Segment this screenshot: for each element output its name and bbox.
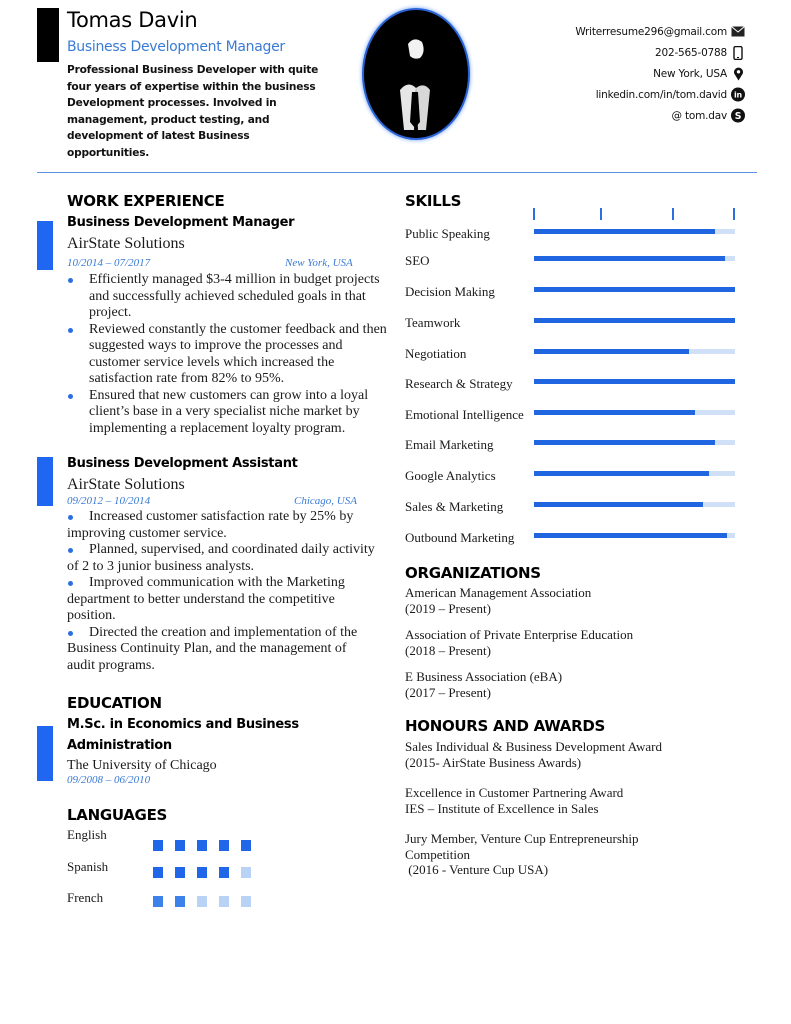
organization-item — [405, 585, 591, 616]
award-item — [405, 785, 623, 816]
degree-line-1: M.Sc. in Economics and Business — [67, 717, 299, 732]
degree-line-2: Administration — [67, 738, 172, 753]
job-title: Business Development Manager — [67, 215, 295, 230]
organization-name: American Management Association — [405, 585, 592, 600]
skill-bar-fill — [534, 379, 735, 384]
svg-text:S: S — [734, 110, 742, 122]
contact-skype[interactable]: @ tom.dav S — [575, 105, 745, 126]
job-bullets — [67, 509, 377, 674]
language-level-english — [153, 840, 251, 851]
award-line-1: Sales Individual & Business Development Award — [405, 739, 662, 754]
level-square — [197, 896, 207, 907]
skill-bar-fill — [534, 440, 715, 445]
organization-period: (2019 – Present) — [405, 600, 491, 616]
skill-bar-fill — [534, 471, 709, 476]
svg-text:in: in — [734, 90, 742, 100]
contact-email[interactable]: Writerresume296@gmail.com — [575, 21, 745, 42]
work-experience-heading: WORK EXPERIENCE — [67, 192, 225, 210]
organization-period: (2017 – Present) — [405, 684, 491, 700]
skill-bar-track — [534, 229, 735, 234]
level-square — [153, 896, 163, 907]
education-heading: EDUCATION — [67, 694, 162, 712]
award-item — [405, 739, 662, 770]
language-level-spanish — [153, 867, 251, 878]
skill-name: Research & Strategy — [405, 376, 513, 391]
organization-name: Association of Private Enterprise Education — [405, 627, 634, 642]
bullet-item: Planned, supervised, and coordinated daily activity of 2 to 3 junior business analysts. — [67, 542, 377, 575]
scale-tick — [600, 208, 602, 220]
language-name: Spanish — [67, 859, 109, 874]
skill-bar-fill — [534, 410, 695, 415]
school-name: The University of Chicago — [67, 758, 217, 773]
header-divider — [37, 172, 757, 173]
skill-bar-track — [534, 533, 735, 538]
language-level-french — [153, 896, 251, 907]
skill-bar-fill — [534, 229, 715, 234]
job-location: New York, USA — [285, 257, 353, 269]
skills-heading: SKILLS — [405, 192, 462, 210]
level-square — [241, 896, 251, 907]
skill-bar-fill — [534, 533, 727, 538]
bullet-item: Ensured that new customers can grow into a loyal client’s base in a very specialist niche market by implementing a replacement loyalty program. — [67, 388, 387, 438]
education-accent-bar — [37, 726, 53, 781]
bullet-item: Reviewed constantly the customer feedback and then suggested ways to improve the processes and customer service levels which increased the satisfaction rate from 82% to 95%. — [67, 322, 387, 388]
skill-name: Email Marketing — [405, 437, 494, 452]
level-square — [197, 840, 207, 851]
organization-item — [405, 669, 562, 700]
skill-bar-track — [534, 440, 735, 445]
job-accent-bar — [37, 457, 53, 506]
award-line-2: (2015- AirState Business Awards) — [405, 754, 582, 770]
language-name: English — [67, 827, 107, 842]
skill-bar-fill — [534, 318, 735, 323]
mobile-phone-icon — [731, 46, 745, 60]
job-dates: 09/2012 – 10/2014 — [67, 495, 151, 507]
job-company: AirState Solutions — [67, 235, 185, 252]
skill-bar-track — [534, 256, 735, 261]
map-pin-icon — [731, 67, 745, 81]
profile-summary: Professional Business Developer with quite four years of expertise within the business Development processes. Involved in management, product testing, and development of latest Business opportunities. — [67, 64, 319, 159]
contact-phone[interactable]: 202-565-0788 — [575, 42, 745, 63]
skill-name: Negotiation — [405, 346, 467, 361]
level-square — [175, 867, 185, 878]
skill-bar-track — [534, 502, 735, 507]
award-line-2: (2016 - Venture Cup USA) — [405, 862, 549, 877]
skill-name: Decision Making — [405, 284, 495, 299]
awards-heading: HONOURS AND AWARDS — [405, 717, 606, 735]
candidate-name: Tomas Davin — [67, 8, 198, 32]
contact-linkedin[interactable]: linkedin.com/in/tom.david in — [575, 84, 745, 105]
skill-bar-track — [534, 349, 735, 354]
bullet-item: Increased customer satisfaction rate by 25% by improving customer service. — [67, 509, 377, 542]
bullet-item: Improved communication with the Marketing department to better understand the competitive position. — [67, 575, 377, 625]
skill-bar-fill — [534, 502, 703, 507]
skill-bar-track — [534, 471, 735, 476]
job-location: Chicago, USA — [294, 495, 357, 507]
skill-bar-fill — [534, 256, 725, 261]
organization-period: (2018 – Present) — [405, 642, 491, 658]
person-silhouette-icon — [364, 10, 468, 138]
job-bullets — [67, 272, 387, 437]
skill-name: Emotional Intelligence — [405, 407, 524, 422]
level-square — [175, 840, 185, 851]
skill-bar-fill — [534, 349, 689, 354]
level-square — [241, 840, 251, 851]
scale-tick — [672, 208, 674, 220]
organization-name: E Business Association (eBA) — [405, 669, 563, 684]
scale-tick — [533, 208, 535, 220]
job-dates: 10/2014 – 07/2017 — [67, 257, 151, 269]
job-accent-bar — [37, 221, 53, 270]
scale-tick — [733, 208, 735, 220]
contact-location: New York, USA — [575, 63, 745, 84]
level-square — [219, 896, 229, 907]
skill-bar-track — [534, 318, 735, 323]
name-accent-bar — [37, 8, 59, 62]
level-square — [175, 896, 185, 907]
skill-name: Sales & Marketing — [405, 499, 504, 514]
level-square — [219, 867, 229, 878]
skill-bar-track — [534, 410, 735, 415]
organization-item — [405, 627, 633, 658]
skill-name: Outbound Marketing — [405, 530, 515, 545]
job-company: AirState Solutions — [67, 476, 185, 493]
skill-name: SEO — [405, 253, 430, 268]
linkedin-icon — [731, 88, 745, 102]
award-line-2: IES – Institute of Excellence in Sales — [405, 800, 599, 816]
level-square — [153, 840, 163, 851]
job-title: Business Development Assistant — [67, 456, 298, 471]
skype-icon — [731, 109, 745, 123]
bullet-item: Directed the creation and implementation of the Business Continuity Plan, and the management of audit programs. — [67, 625, 377, 675]
bullet-item: Efficiently managed $3-4 million in budget projects and successfully achieved scheduled goals in that project. — [67, 272, 387, 322]
award-item — [405, 831, 665, 878]
skill-bar-track — [534, 379, 735, 384]
profile-photo — [364, 10, 468, 138]
skill-name: Teamwork — [405, 315, 461, 330]
education-dates: 09/2008 – 06/2010 — [67, 774, 151, 786]
skill-bar-track — [534, 287, 735, 292]
award-line-1: Excellence in Customer Partnering Award — [405, 785, 624, 800]
envelope-icon — [731, 25, 745, 39]
skill-name: Public Speaking — [405, 226, 490, 241]
candidate-title: Business Development Manager — [67, 39, 285, 55]
level-square — [197, 867, 207, 878]
contact-list — [575, 21, 745, 126]
level-square — [153, 867, 163, 878]
level-square — [241, 867, 251, 878]
language-name: French — [67, 890, 104, 905]
skill-bar-fill — [534, 287, 735, 292]
level-square — [219, 840, 229, 851]
languages-heading: LANGUAGES — [67, 806, 168, 824]
skill-name: Google Analytics — [405, 468, 496, 483]
award-line-1: Jury Member, Venture Cup Entrepreneurship Competition — [405, 831, 639, 862]
organizations-heading: ORGANIZATIONS — [405, 564, 541, 582]
